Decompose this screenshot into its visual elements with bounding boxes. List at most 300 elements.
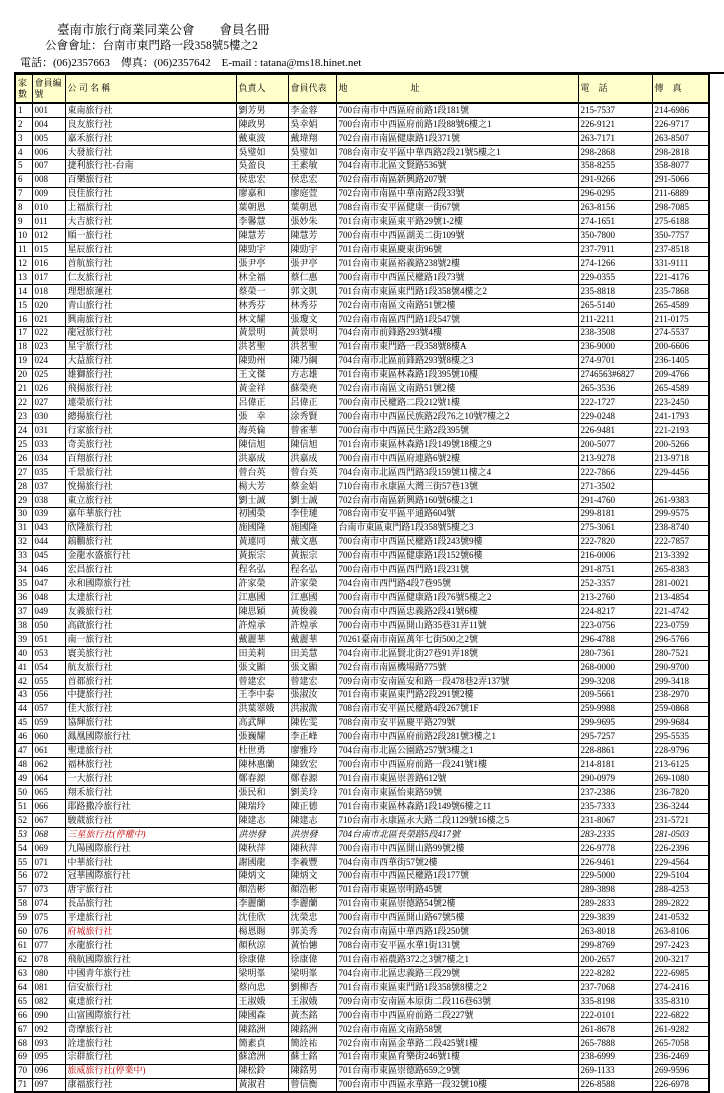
cell-manager: 江惠國 xyxy=(236,591,288,605)
cell-representative: 張淑汝 xyxy=(288,688,336,702)
cell-no: 36 xyxy=(15,591,32,605)
cell-phone: 275-3061 xyxy=(578,521,652,535)
cell-member-id: 035 xyxy=(32,465,65,479)
table-row xyxy=(15,730,709,744)
cell-member-id: 061 xyxy=(32,744,65,758)
cell-address: 704台南市北區賢北街27巷91弄18號 xyxy=(336,646,578,660)
cell-fax: 226-6978 xyxy=(652,1078,709,1092)
cell-phone: 222-1727 xyxy=(578,396,652,410)
cell-phone: 259-9988 xyxy=(578,702,652,716)
cell-address: 702台南市南區健康路1段371號 xyxy=(336,131,578,145)
cell-address: 701台南市東區怡東路59號 xyxy=(336,786,578,800)
cell-address: 702台南市南區文南路58號 xyxy=(336,1022,578,1036)
cell-company: 平達旅行社 xyxy=(65,911,236,925)
cell-no: 46 xyxy=(15,730,32,744)
cell-address: 702台南市南區新興路160號6樓之1 xyxy=(336,493,578,507)
cell-no: 55 xyxy=(15,855,32,869)
table-row xyxy=(15,215,709,229)
cell-no: 70 xyxy=(15,1064,32,1078)
cell-address: 701台南市東區崇德路54號2樓 xyxy=(336,897,578,911)
cell-manager: 劉芳男 xyxy=(236,103,288,117)
cell-manager: 吳璧如 xyxy=(236,145,288,159)
cell-company: 奇美旅行社 xyxy=(65,438,236,452)
table-row xyxy=(15,257,709,271)
table-row xyxy=(15,1050,709,1064)
table-row xyxy=(15,103,709,117)
cell-fax: 236-3244 xyxy=(652,800,709,814)
cell-phone: 291-4760 xyxy=(578,493,652,507)
cell-phone: 222-8282 xyxy=(578,967,652,981)
association-address: 公會會址：台南市東門路一段358號5樓之2 xyxy=(45,40,258,52)
cell-fax: 296-5766 xyxy=(652,633,709,647)
cell-manager: 劉士誠 xyxy=(236,493,288,507)
cell-company: 大益旅行社 xyxy=(65,354,236,368)
cell-member-id: 007 xyxy=(32,159,65,173)
cell-address: 701台南市東區林森路1段395號10樓 xyxy=(336,368,578,382)
cell-company: 龍冠旅行社 xyxy=(65,326,236,340)
cell-representative: 鄭春源 xyxy=(288,772,336,786)
cell-fax: 237-8518 xyxy=(652,243,709,257)
cell-representative: 曾信衡 xyxy=(288,1078,336,1092)
cell-member-id: 034 xyxy=(32,452,65,466)
cell-address: 700台南市中西區民權路1段73號 xyxy=(336,271,578,285)
table-row xyxy=(15,758,709,772)
cell-address: 701台南市東區林森路1段149號6樓之11 xyxy=(336,800,578,814)
cell-company: 高啟旅行社 xyxy=(65,619,236,633)
cell-member-id: 055 xyxy=(32,674,65,688)
cell-address: 701台南市東區東平路29號1-2樓 xyxy=(336,215,578,229)
cell-address: 701台南市東區東門路1段358號4樓之2 xyxy=(336,284,578,298)
cell-address: 702台南市南區金華路二段425號1樓 xyxy=(336,1036,578,1050)
cell-no: 12 xyxy=(15,257,32,271)
cell-manager: 王李中泰 xyxy=(236,688,288,702)
cell-member-id: 082 xyxy=(32,995,65,1009)
cell-address: 701台南市東區林森路1段149號18樓之9 xyxy=(336,438,578,452)
cell-no: 28 xyxy=(15,479,32,493)
cell-address: 704台南市北區西門路3段159號11樓之4 xyxy=(336,465,578,479)
cell-member-id: 048 xyxy=(32,591,65,605)
table-row xyxy=(15,827,709,841)
cell-manager: 王淑娥 xyxy=(236,995,288,1009)
cell-company: 旅威旅行社(停業中) xyxy=(65,1064,236,1078)
cell-manager: 蔡向忠 xyxy=(236,981,288,995)
cell-address: 704台南市北區文賢路536號 xyxy=(336,159,578,173)
cell-member-id: 033 xyxy=(32,438,65,452)
cell-phone: 283-2335 xyxy=(578,827,652,841)
cell-member-id: 006 xyxy=(32,145,65,159)
cell-no: 16 xyxy=(15,312,32,326)
table-row xyxy=(15,841,709,855)
cell-manager: 陳炳文 xyxy=(236,869,288,883)
cell-company: 大發旅行社 xyxy=(65,145,236,159)
cell-member-id: 069 xyxy=(32,841,65,855)
cell-phone: 263-8018 xyxy=(578,925,652,939)
cell-member-id: 018 xyxy=(32,284,65,298)
cell-manager: 許煌承 xyxy=(236,619,288,633)
cell-representative: 陳炳文 xyxy=(288,869,336,883)
cell-fax: 229-5104 xyxy=(652,869,709,883)
cell-representative: 劉柳杏 xyxy=(288,981,336,995)
cell-fax: 221-4742 xyxy=(652,605,709,619)
cell-manager: 蘇滄洲 xyxy=(236,1050,288,1064)
cell-address: 701台南市裕農路372之3號7樓之1 xyxy=(336,953,578,967)
cell-fax: 241-1793 xyxy=(652,410,709,424)
cell-fax: 275-6188 xyxy=(652,215,709,229)
association-contact: 電話：(06)2357663 傳真：(06)2357642 E-mail : tatana@ms18.hinet.net xyxy=(20,57,362,69)
cell-representative: 戴文惠 xyxy=(288,535,336,549)
cell-no: 40 xyxy=(15,646,32,660)
cell-company: 太達旅行社 xyxy=(65,591,236,605)
cell-representative: 洪茗聖 xyxy=(288,340,336,354)
cell-no: 19 xyxy=(15,354,32,368)
cell-company: 九陽國際旅行社 xyxy=(65,841,236,855)
cell-member-id: 067 xyxy=(32,814,65,828)
cell-manager: 陳信旭 xyxy=(236,438,288,452)
cell-member-id: 030 xyxy=(32,410,65,424)
cell-manager: 洪嘉成 xyxy=(236,452,288,466)
cell-phone: 296-0295 xyxy=(578,187,652,201)
table-row xyxy=(15,981,709,995)
cell-representative: 廖雅玲 xyxy=(288,744,336,758)
cell-fax xyxy=(652,479,709,493)
cell-fax: 236-7820 xyxy=(652,786,709,800)
cell-no: 14 xyxy=(15,284,32,298)
cell-no: 66 xyxy=(15,1008,32,1022)
cell-company: 總揚旅行社 xyxy=(65,410,236,424)
cell-address: 700台南市中西區忠義路2段41號6樓 xyxy=(336,605,578,619)
table-row xyxy=(15,646,709,660)
cell-phone: 229-5000 xyxy=(578,869,652,883)
cell-representative: 陳建志 xyxy=(288,814,336,828)
cell-company: 東立旅行社 xyxy=(65,493,236,507)
cell-company: 上福旅行社 xyxy=(65,201,236,215)
cell-manager: 施國隆 xyxy=(236,521,288,535)
cell-company: 一大旅行社 xyxy=(65,772,236,786)
cell-company: 青山旅行社 xyxy=(65,298,236,312)
cell-company: 百樂旅行社 xyxy=(65,173,236,187)
cell-no: 29 xyxy=(15,493,32,507)
cell-company: 行家旅行社 xyxy=(65,424,236,438)
cell-no: 51 xyxy=(15,800,32,814)
cell-company: 宗群旅行社 xyxy=(65,1050,236,1064)
cell-representative: 侯忠宏 xyxy=(288,173,336,187)
cell-representative: 吳幸娟 xyxy=(288,117,336,131)
cell-member-id: 065 xyxy=(32,786,65,800)
cell-fax: 223-0759 xyxy=(652,619,709,633)
cell-no: 48 xyxy=(15,758,32,772)
cell-address: 704台南市北區長榮路5段417號 xyxy=(336,827,578,841)
cell-address: 70261臺南市南區萬年七街500之2號 xyxy=(336,633,578,647)
cell-member-id: 031 xyxy=(32,424,65,438)
cell-company: 駿葳旅行社 xyxy=(65,814,236,828)
cell-phone: 295-7257 xyxy=(578,730,652,744)
cell-representative: 李正峰 xyxy=(288,730,336,744)
cell-representative: 戴麗華 xyxy=(288,633,336,647)
cell-member-id: 047 xyxy=(32,577,65,591)
cell-no: 4 xyxy=(15,145,32,159)
cell-member-id: 053 xyxy=(32,646,65,660)
cell-phone: 299-3208 xyxy=(578,674,652,688)
cell-manager: 陳瑞玲 xyxy=(236,800,288,814)
table-row xyxy=(15,953,709,967)
cell-address: 704台南市西門路4段7巷95號 xyxy=(336,577,578,591)
cell-manager: 顏秋涼 xyxy=(236,939,288,953)
cell-no: 32 xyxy=(15,535,32,549)
cell-company: 山富國際旅行社 xyxy=(65,1008,236,1022)
table-row xyxy=(15,159,709,173)
col-header-representative: 會員代表 xyxy=(288,74,336,103)
cell-representative: 黃景明 xyxy=(288,326,336,340)
cell-representative: 黃俊義 xyxy=(288,605,336,619)
cell-fax: 223-2450 xyxy=(652,396,709,410)
cell-company: 首都旅行社 xyxy=(65,674,236,688)
cell-address: 700台南市中西區府前路2段281號3樓之1 xyxy=(336,730,578,744)
cell-member-id: 057 xyxy=(32,702,65,716)
cell-fax: 222-7857 xyxy=(652,535,709,549)
cell-member-id: 075 xyxy=(32,911,65,925)
cell-address: 701台南市東區東門路2段291號2樓 xyxy=(336,688,578,702)
cell-company: 百翔旅行社 xyxy=(65,452,236,466)
cell-representative: 曾雀華 xyxy=(288,424,336,438)
table-row xyxy=(15,660,709,674)
cell-manager: 簡素貞 xyxy=(236,1036,288,1050)
table-row xyxy=(15,619,709,633)
cell-fax: 261-9282 xyxy=(652,1022,709,1036)
cell-address: 704台南市北區忠義路三段29號 xyxy=(336,967,578,981)
cell-phone: 229-0248 xyxy=(578,410,652,424)
table-row xyxy=(15,716,709,730)
cell-address: 701台南市東區崇善路612號 xyxy=(336,772,578,786)
cell-manager: 黃振宗 xyxy=(236,549,288,563)
table-row xyxy=(15,396,709,410)
cell-phone: 229-3839 xyxy=(578,911,652,925)
table-row xyxy=(15,883,709,897)
table-row xyxy=(15,326,709,340)
table-row xyxy=(15,424,709,438)
cell-member-id: 059 xyxy=(32,716,65,730)
cell-representative: 黃振宗 xyxy=(288,549,336,563)
cell-manager: 呂偉正 xyxy=(236,396,288,410)
table-row xyxy=(15,591,709,605)
cell-no: 47 xyxy=(15,744,32,758)
cell-fax: 281-0503 xyxy=(652,827,709,841)
cell-no: 38 xyxy=(15,619,32,633)
cell-fax: 238-8740 xyxy=(652,521,709,535)
cell-company: 冠華國際旅行社 xyxy=(65,869,236,883)
cell-phone: 224-8217 xyxy=(578,605,652,619)
cell-address: 700台南市民權路二段212號1樓 xyxy=(336,396,578,410)
cell-address: 700台南市中西區府連路6號2樓 xyxy=(336,452,578,466)
cell-address: 704台南市北區前鋒路293號8樓之3 xyxy=(336,354,578,368)
cell-fax: 211-0175 xyxy=(652,312,709,326)
cell-manager: 陳松鈴 xyxy=(236,1064,288,1078)
cell-no: 5 xyxy=(15,159,32,173)
cell-no: 8 xyxy=(15,201,32,215)
table-row xyxy=(15,702,709,716)
cell-phone: 229-0355 xyxy=(578,271,652,285)
cell-no: 57 xyxy=(15,883,32,897)
cell-company: 金龍水盛旅行社 xyxy=(65,549,236,563)
cell-representative: 陳佐雯 xyxy=(288,716,336,730)
cell-representative: 陳信旭 xyxy=(288,438,336,452)
cell-company: 東南旅行社 xyxy=(65,103,236,117)
cell-member-id: 068 xyxy=(32,827,65,841)
cell-company: 嘉年華旅行社 xyxy=(65,507,236,521)
cell-fax: 299-3418 xyxy=(652,674,709,688)
cell-fax: 265-4589 xyxy=(652,382,709,396)
table-row xyxy=(15,995,709,1009)
cell-phone: 265-5140 xyxy=(578,298,652,312)
table-row xyxy=(15,911,709,925)
cell-member-id: 015 xyxy=(32,243,65,257)
cell-phone: 350-7800 xyxy=(578,229,652,243)
cell-address: 710台南市永康區永大路二段1129號16樓之5 xyxy=(336,814,578,828)
cell-company: 南一旅行社 xyxy=(65,633,236,647)
cell-address: 701台南市東區崇明路45號 xyxy=(336,883,578,897)
cell-manager: 顏浩彬 xyxy=(236,883,288,897)
cell-phone: 209-5661 xyxy=(578,688,652,702)
cell-member-id: 073 xyxy=(32,883,65,897)
cell-fax: 228-9796 xyxy=(652,744,709,758)
cell-no: 71 xyxy=(15,1078,32,1092)
cell-company: 大吉旅行社 xyxy=(65,215,236,229)
cell-manager: 廖嘉和 xyxy=(236,187,288,201)
cell-no: 37 xyxy=(15,605,32,619)
cell-fax: 229-4564 xyxy=(652,855,709,869)
cell-no: 2 xyxy=(15,117,32,131)
cell-phone: 226-9481 xyxy=(578,424,652,438)
cell-fax: 265-7058 xyxy=(652,1036,709,1050)
table-row xyxy=(15,229,709,243)
cell-address: 709台南市安南區本原街二段116巷63號 xyxy=(336,995,578,1009)
cell-fax: 263-8106 xyxy=(652,925,709,939)
cell-phone: 268-0000 xyxy=(578,660,652,674)
cell-member-id: 008 xyxy=(32,173,65,187)
cell-company: 良友旅行社 xyxy=(65,117,236,131)
cell-no: 30 xyxy=(15,507,32,521)
cell-phone: 213-2760 xyxy=(578,591,652,605)
cell-member-id: 080 xyxy=(32,967,65,981)
cell-address: 701台南市東區東門路1段358號8樓之2 xyxy=(336,981,578,995)
cell-manager: 陳思穎 xyxy=(236,605,288,619)
cell-fax: 235-7868 xyxy=(652,284,709,298)
cell-address: 702台南市南區中華西路1段250號 xyxy=(336,925,578,939)
cell-representative: 蘇士銘 xyxy=(288,1050,336,1064)
cell-member-id: 037 xyxy=(32,479,65,493)
cell-member-id: 097 xyxy=(32,1078,65,1092)
cell-no: 39 xyxy=(15,633,32,647)
cell-no: 17 xyxy=(15,326,32,340)
cell-no: 63 xyxy=(15,967,32,981)
cell-no: 42 xyxy=(15,674,32,688)
col-header-company: 公 司 名 稱 xyxy=(65,74,236,103)
table-row xyxy=(15,1022,709,1036)
cell-company: 飛航國際旅行社 xyxy=(65,953,236,967)
table-row xyxy=(15,521,709,535)
cell-manager: 張文顯 xyxy=(236,660,288,674)
cell-manager: 黃淑君 xyxy=(236,1078,288,1092)
table-row xyxy=(15,688,709,702)
cell-representative: 陳致宏 xyxy=(288,758,336,772)
cell-representative: 劉士誠 xyxy=(288,493,336,507)
cell-fax: 269-9596 xyxy=(652,1064,709,1078)
cell-company: 長品旅行社 xyxy=(65,897,236,911)
cell-phone: 222-0101 xyxy=(578,1008,652,1022)
cell-no: 52 xyxy=(15,814,32,828)
cell-no: 1 xyxy=(15,103,32,117)
cell-member-id: 095 xyxy=(32,1050,65,1064)
cell-representative: 陳秋萍 xyxy=(288,841,336,855)
cell-fax: 209-4766 xyxy=(652,368,709,382)
cell-address: 700台南市中西區永華路一段32號10樓 xyxy=(336,1078,578,1092)
cell-phone: 238-6999 xyxy=(578,1050,652,1064)
cell-manager: 鄭春源 xyxy=(236,772,288,786)
cell-fax: 274-5537 xyxy=(652,326,709,340)
cell-representative: 曾台英 xyxy=(288,465,336,479)
cell-no: 60 xyxy=(15,925,32,939)
cell-no: 35 xyxy=(15,577,32,591)
cell-representative: 廖庭萱 xyxy=(288,187,336,201)
cell-company: 府城旅行社 xyxy=(65,925,236,939)
table-row xyxy=(15,284,709,298)
cell-member-id: 009 xyxy=(32,187,65,201)
cell-address: 700台南市中西區西門路1段231號 xyxy=(336,563,578,577)
cell-company: 福林旅行社 xyxy=(65,758,236,772)
cell-address: 700台南市中西區民生路2段395號 xyxy=(336,424,578,438)
cell-no: 13 xyxy=(15,271,32,285)
table-row xyxy=(15,298,709,312)
cell-address: 700台南市中西區府前路1段88號6樓之1 xyxy=(336,117,578,131)
table-row xyxy=(15,967,709,981)
cell-fax: 214-6986 xyxy=(652,103,709,117)
cell-no: 45 xyxy=(15,716,32,730)
cell-no: 61 xyxy=(15,939,32,953)
cell-representative: 呂偉正 xyxy=(288,396,336,410)
cell-fax: 238-2970 xyxy=(652,688,709,702)
cell-company: 悅揚旅行社 xyxy=(65,479,236,493)
cell-address: 701台南市東門路一段358號8樓A xyxy=(336,340,578,354)
cell-representative: 李羲豐 xyxy=(288,855,336,869)
cell-member-id: 004 xyxy=(32,117,65,131)
cell-representative: 徐康偉 xyxy=(288,953,336,967)
table-row xyxy=(15,535,709,549)
cell-manager: 沈佳欣 xyxy=(236,911,288,925)
cell-company: 星辰旅行社 xyxy=(65,243,236,257)
cell-company: 雄獅旅行社 xyxy=(65,368,236,382)
cell-no: 69 xyxy=(15,1050,32,1064)
cell-representative: 李佳璉 xyxy=(288,507,336,521)
cell-address: 701台南市東區育樂街246號1樓 xyxy=(336,1050,578,1064)
cell-no: 49 xyxy=(15,772,32,786)
table-row xyxy=(15,1036,709,1050)
cell-company: 信安旅行社 xyxy=(65,981,236,995)
cell-phone: 263-7171 xyxy=(578,131,652,145)
cell-fax: 358-8077 xyxy=(652,159,709,173)
cell-representative: 李金蓉 xyxy=(288,103,336,117)
cell-address: 700台南市中西區開山路99號2樓 xyxy=(336,841,578,855)
cell-company: 詮達旅行社 xyxy=(65,1036,236,1050)
table-row xyxy=(15,674,709,688)
cell-representative: 陳慧芳 xyxy=(288,229,336,243)
cell-manager: 張巍耀 xyxy=(236,730,288,744)
cell-member-id: 090 xyxy=(32,1008,65,1022)
table-row xyxy=(15,855,709,869)
table-row xyxy=(15,465,709,479)
cell-fax: 261-9383 xyxy=(652,493,709,507)
cell-fax: 265-4589 xyxy=(652,298,709,312)
table-row xyxy=(15,493,709,507)
cell-company: 耶路撒冷旅行社 xyxy=(65,800,236,814)
